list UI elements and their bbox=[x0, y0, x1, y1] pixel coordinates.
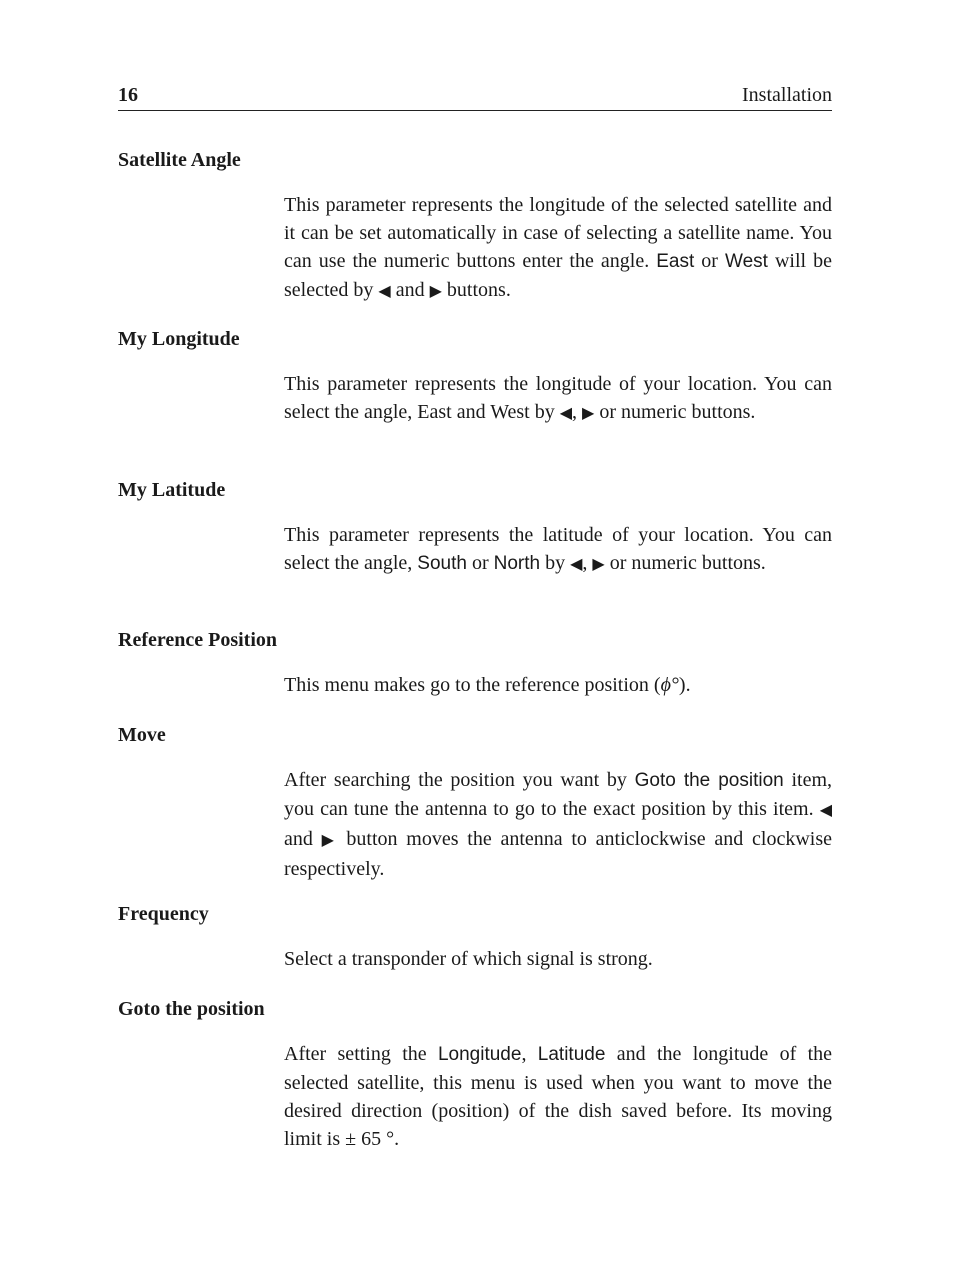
section-title: My Latitude bbox=[118, 479, 226, 501]
left-arrow-icon: ◀ bbox=[819, 802, 832, 819]
body-text: button moves the antenna to anticlockwise and clockwise respectively. bbox=[284, 828, 832, 880]
body-text: Select a transponder of which signal is strong. bbox=[284, 948, 653, 970]
menu-term: South bbox=[417, 553, 467, 574]
body-text: will be selected by bbox=[284, 250, 832, 301]
menu-term: Goto the position bbox=[634, 770, 784, 791]
left-arrow-icon: ◀ bbox=[559, 405, 573, 422]
right-arrow-icon: ▶ bbox=[429, 283, 442, 300]
section-title: Satellite Angle bbox=[118, 149, 241, 171]
menu-term: East bbox=[656, 251, 695, 272]
left-arrow-icon: ◀ bbox=[378, 283, 391, 300]
menu-term: West bbox=[725, 251, 768, 272]
body-text: or bbox=[466, 552, 494, 574]
section-body bbox=[284, 671, 832, 699]
body-text: After searching the position you want by bbox=[284, 769, 635, 791]
body-text: , bbox=[521, 1043, 538, 1065]
section-my-latitude bbox=[118, 476, 832, 579]
section-frequency bbox=[118, 900, 832, 973]
section-satellite-angle bbox=[118, 146, 832, 306]
section-title: Goto the position bbox=[118, 998, 265, 1020]
section-move bbox=[118, 721, 832, 883]
section-title: Frequency bbox=[118, 903, 209, 925]
body-text: This menu makes go to the reference position ( bbox=[284, 674, 661, 696]
menu-term: Latitude bbox=[537, 1044, 606, 1065]
page-header bbox=[118, 84, 832, 111]
body-text: This parameter represents the latitude of your location. You can select the angle, bbox=[284, 524, 832, 574]
body-text: After setting the bbox=[284, 1043, 438, 1065]
running-head: Installation bbox=[742, 84, 832, 106]
math-symbol: ϕ° bbox=[660, 674, 679, 696]
body-text: , bbox=[572, 401, 583, 423]
section-body bbox=[284, 945, 832, 973]
section-title: My Longitude bbox=[118, 328, 240, 350]
body-text: or bbox=[694, 250, 725, 272]
body-text: and bbox=[390, 279, 430, 301]
section-title: Move bbox=[118, 724, 166, 746]
section-body bbox=[284, 766, 832, 883]
right-arrow-icon: ▶ bbox=[321, 832, 338, 849]
right-arrow-icon: ▶ bbox=[592, 556, 605, 573]
section-reference-position bbox=[118, 626, 832, 699]
body-text: This parameter represents the longitude of your location. You can select the angle, East and West by bbox=[284, 373, 832, 423]
body-text: buttons. bbox=[441, 279, 511, 301]
body-text: or numeric buttons. bbox=[594, 401, 756, 423]
section-my-longitude bbox=[118, 325, 832, 428]
section-title: Reference Position bbox=[118, 629, 278, 651]
section-body bbox=[284, 1040, 832, 1153]
section-goto-the-position bbox=[118, 995, 832, 1153]
body-text: and the longitude of the selected satellite, this menu is used when you want to move the desired direction (position) of the dish saved before. Its moving limit is ± 65 °. bbox=[284, 1043, 833, 1150]
body-text: This parameter represents the longitude of the selected satellite and it can be set automatically in case of selecting a satellite name. You can use the numeric buttons enter the angle. bbox=[284, 194, 832, 272]
body-text: by bbox=[540, 552, 571, 574]
page-number: 16 bbox=[118, 84, 138, 106]
left-arrow-icon: ◀ bbox=[570, 556, 583, 573]
section-body bbox=[284, 521, 832, 579]
body-text: , bbox=[582, 552, 593, 574]
body-text: item, you can tune the antenna to go to the exact position by this item. bbox=[284, 769, 833, 820]
section-body bbox=[284, 370, 832, 428]
body-text: or numeric buttons. bbox=[604, 552, 766, 574]
menu-term: Longitude bbox=[437, 1044, 522, 1065]
body-text: and bbox=[284, 828, 322, 850]
menu-term: North bbox=[493, 553, 541, 574]
right-arrow-icon: ▶ bbox=[582, 405, 595, 422]
section-body bbox=[284, 191, 832, 306]
body-text: ). bbox=[678, 674, 691, 696]
